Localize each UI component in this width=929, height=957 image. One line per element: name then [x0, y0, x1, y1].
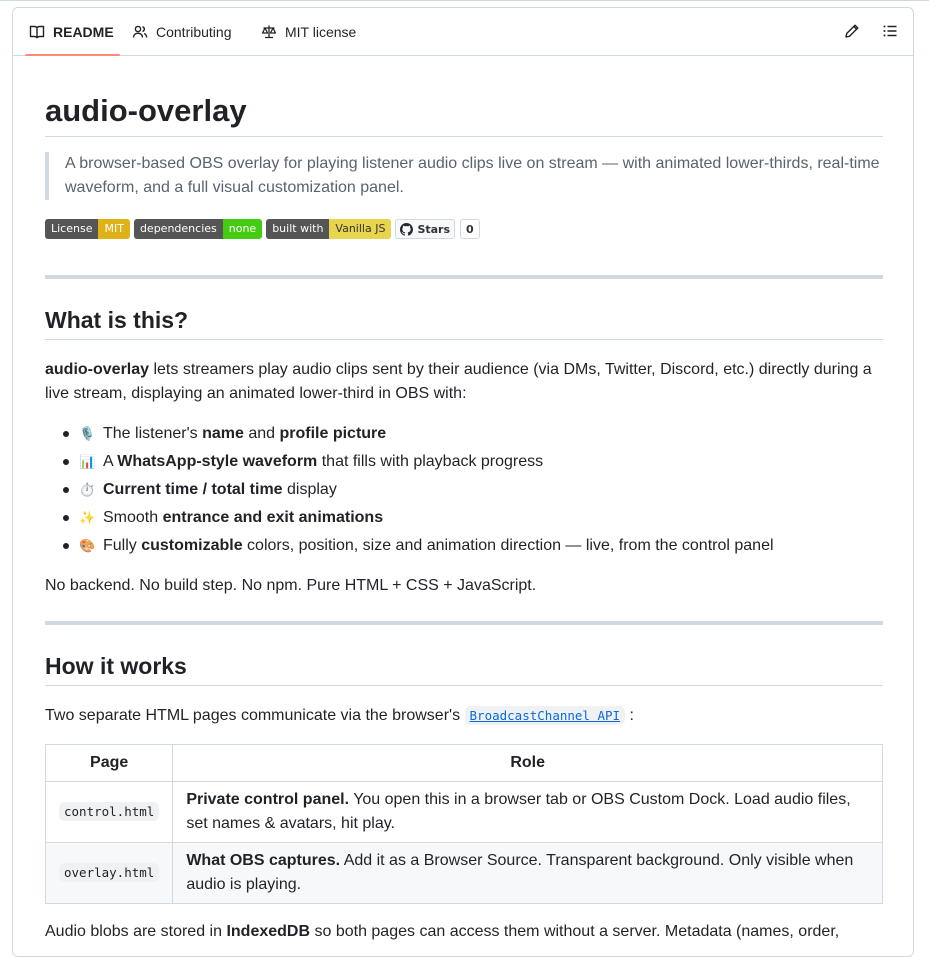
- what-intro-paragraph: audio-overlay lets streamers play audio clips sent by their audience (via DMs, Twitter, Discord, etc.) directly during a live stream, displaying an animated lower-third in OBS with:: [45, 361, 872, 402]
- readme-title: audio-overlay: [45, 55, 883, 137]
- tab-readme[interactable]: [29, 8, 114, 55]
- tab-contributing[interactable]: [132, 8, 232, 55]
- how-intro-paragraph: Two separate HTML pages communicate via the browser's BroadcastChannel API :: [45, 707, 634, 724]
- book-icon: [29, 24, 45, 40]
- list-item: 🎙️ The listener's name and profile picture: [45, 420, 883, 448]
- sparkles-icon: ✨: [79, 510, 96, 525]
- law-scale-icon: [261, 24, 277, 40]
- people-icon: [132, 24, 148, 40]
- built-with-badge[interactable]: built with Vanilla JS: [266, 219, 391, 239]
- list-unordered-icon[interactable]: [882, 23, 898, 39]
- table-row: control.html Private control panel. You open this in a browser tab or OBS Custom Dock. Load audio files, set names & avatars, hit play.: [46, 782, 883, 843]
- section-divider: [45, 621, 883, 625]
- overlay-html-code: overlay.html: [59, 863, 159, 882]
- dependencies-badge[interactable]: dependencies none: [134, 219, 262, 239]
- tab-contributing-label: Contributing: [156, 23, 232, 40]
- list-item: ✨ Smooth entrance and exit animations: [45, 504, 883, 532]
- list-item: ⏱️ Current time / total time display: [45, 476, 883, 504]
- what-is-this-heading: What is this?: [45, 305, 883, 340]
- readme-card: [12, 7, 914, 957]
- no-backend-paragraph: No backend. No build step. No npm. Pure HTML + CSS + JavaScript.: [45, 577, 537, 594]
- github-icon: [400, 223, 413, 236]
- tab-mit-license[interactable]: [261, 8, 356, 55]
- table-header-row: [46, 745, 883, 782]
- palette-icon: 🎨: [79, 538, 96, 553]
- tab-readme-label: README: [53, 23, 114, 40]
- stopwatch-icon: ⏱️: [79, 482, 96, 497]
- pencil-icon[interactable]: [844, 23, 860, 39]
- bar-chart-icon: 📊: [79, 454, 96, 469]
- table-header-role: Role: [173, 745, 883, 782]
- readme-tabbar: [13, 8, 913, 56]
- window-top-border: [0, 0, 929, 1]
- pages-table: [45, 744, 883, 904]
- github-stars-badge[interactable]: [395, 219, 479, 239]
- how-it-works-heading: How it works: [45, 651, 883, 686]
- stars-count: 0: [460, 219, 480, 239]
- feature-list: [45, 420, 883, 560]
- stars-label: Stars: [417, 222, 451, 236]
- list-item: 🎨 Fully customizable colors, position, size and animation direction — live, from the control panel: [45, 532, 883, 560]
- badge-row: [45, 219, 480, 239]
- broadcastchannel-api-link[interactable]: BroadcastChannel API: [465, 706, 626, 725]
- table-row: overlay.html What OBS captures. Add it as a Browser Source. Transparent background. Only visible when audio is playing.: [46, 843, 883, 904]
- control-html-code: control.html: [59, 802, 159, 821]
- tab-mit-license-label: MIT license: [285, 23, 357, 40]
- storage-paragraph: Audio blobs are stored in IndexedDB so both pages can access them without a server. Metadata (names, order,: [45, 923, 840, 940]
- readme-blockquote: A browser-based OBS overlay for playing listener audio clips live on stream — with animated lower-thirds, real-time waveform, and a full visual customization panel.: [45, 152, 883, 200]
- table-header-page: Page: [46, 745, 173, 782]
- list-item: 📊 A WhatsApp-style waveform that fills with playback progress: [45, 448, 883, 476]
- microphone-icon: 🎙️: [79, 426, 96, 441]
- license-badge[interactable]: License MIT: [45, 219, 130, 239]
- section-divider: [45, 275, 883, 279]
